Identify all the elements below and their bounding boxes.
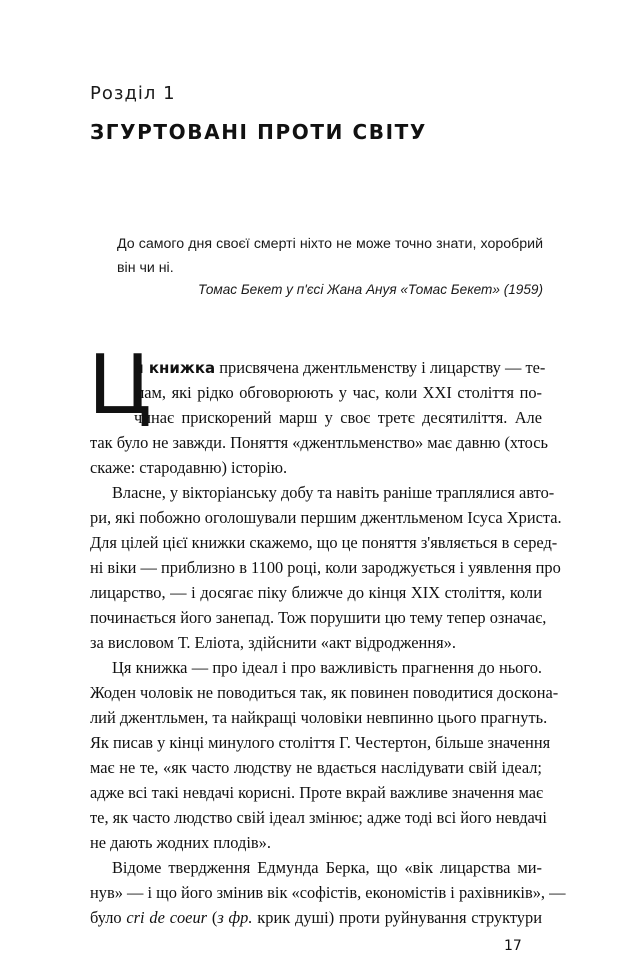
epigraph-source: Томас Бекет у п'єсі Жана Ануя «Томас Бекет» (1959) [197,282,543,297]
body-line [90,905,542,930]
italic-phrase: з фр. [217,908,253,927]
body-line: за висловом Т. Еліота, здійснити «акт відродження». [90,633,456,652]
body-line: лицарство, — і досягає піку ближче до кінця XIX століття, коли [90,583,542,602]
body-line-text: було [90,908,127,927]
chapter-label: Розділ 1 [90,83,176,104]
body-line: нув» — і що його змінив вік «софістів, економістів і рахівників», — [90,883,566,902]
body-line: не дають жодних плодів». [90,833,271,852]
epigraph-text: До самого дня своєї смерті ніхто не може точно знати, хоробрий він чи ні. [117,236,543,276]
body-line: ні віки — приблизно в 1100 році, коли зароджується і уявлення про [90,558,561,577]
italic-phrase: cri de coeur [126,908,208,927]
body-line: мам, які рідко обговорюють у час, коли XXI століття по- [134,383,542,402]
body-line [134,355,546,380]
body-line: Відоме твердження Едмунда Берка, що «вік лицарства ми- [112,858,542,877]
body-line: Для цілей цієї книжки скажемо, що це поняття з'являється в серед- [90,533,558,552]
body-line-text: присвячена джентльменству і лицарству — те- [215,358,546,377]
body-line: так було не завжди. Поняття «джентльменство» має давню (хтось [90,433,548,452]
body-line: чинає прискорений марш у своє третє десятиліття. Але [134,408,542,427]
chapter-title: ЗГУРТОВАНІ ПРОТИ СВІТУ [90,120,427,144]
body-line: починається його занепад. Тож порушити цю тему тепер означає, [90,608,547,627]
body-line: адже всі такі невдачі корисні. Проте вкрай важливе значення має [90,783,544,802]
body-line: скаже: стародавню) історію. [90,458,288,477]
body-line: ри, які побожно оголошували першим джентльменом Ісуса Христа. [90,508,562,527]
body-line: Як писав у кінці минулого століття Г. Честертон, більше значення [90,733,551,752]
lead-bold: я книжка [134,359,216,377]
body-line: має не те, «як часто людству не вдається наслідувати свій ідеал; [90,758,542,777]
page-number: 17 [504,938,522,954]
body-line: Жоден чоловік не поводиться так, як повинен поводитися доскона- [90,683,559,702]
body-line: лий джентльмен, та найкращі чоловіки невпинно цього прагнуть. [90,708,548,727]
body-line-text: крик душі) проти руйнування структури [252,908,542,927]
body-line: те, як часто людство свій ідеал змінює; адже тоді всі його невдачі [90,808,547,827]
drop-cap: Ц [88,338,152,433]
body-line: Власне, у вікторіанську добу та навіть раніше траплялися авто- [112,483,555,502]
body-line: Ця книжка — про ідеал і про важливість прагнення до нього. [112,658,542,677]
body-line-text: ( [207,908,218,927]
